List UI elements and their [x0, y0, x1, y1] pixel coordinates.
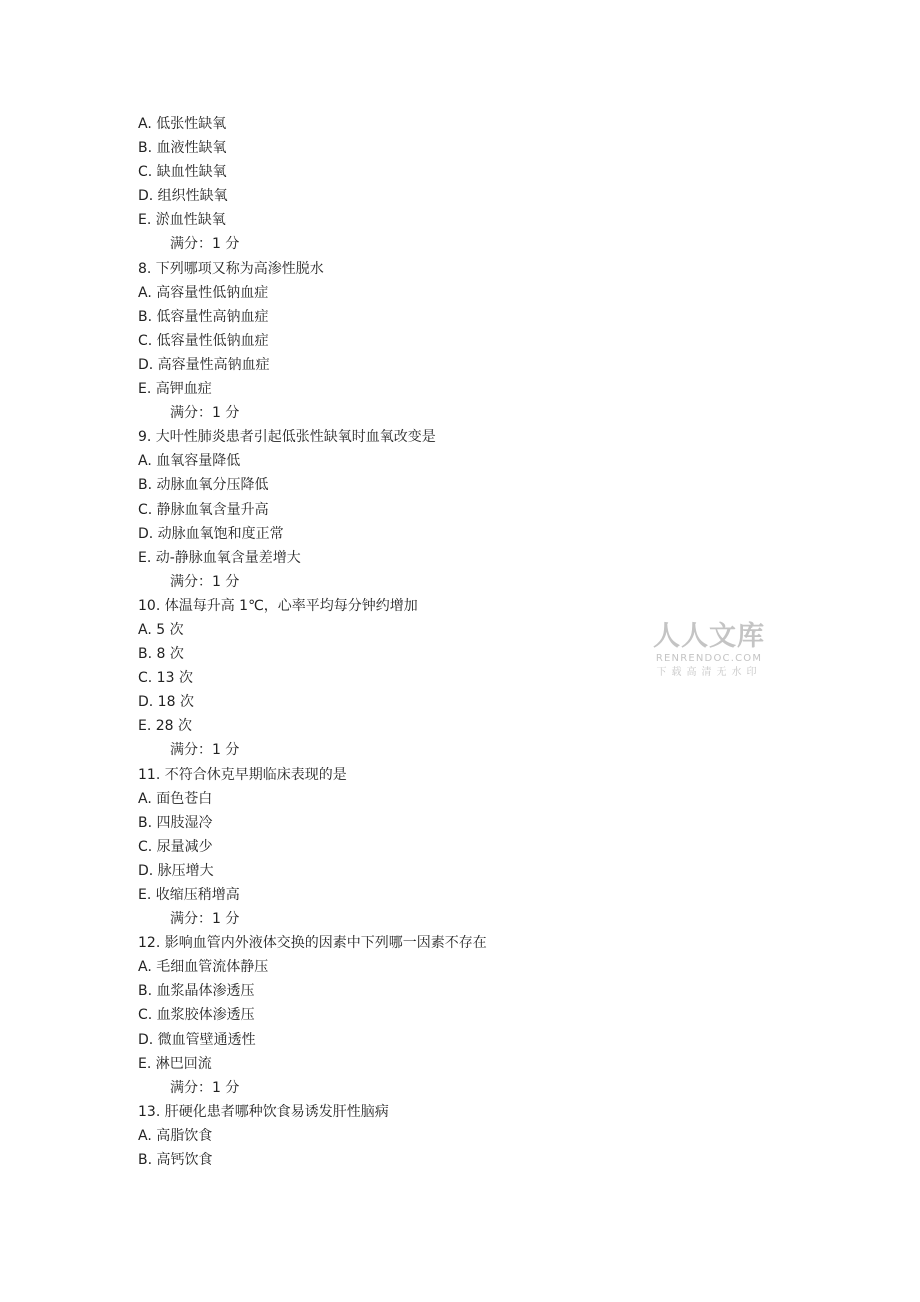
answer-option: C. 13 次 — [138, 670, 193, 687]
answer-option: A. 高容量性低钠血症 — [138, 284, 269, 301]
answer-option: B. 高钙饮食 — [138, 1152, 213, 1169]
answer-option: B. 低容量性高钠血症 — [138, 308, 269, 325]
answer-option: B. 血浆晶体渗透压 — [138, 983, 255, 1000]
answer-option: E. 收缩压稍增高 — [138, 887, 240, 903]
question-text: 12. 影响血管内外液体交换的因素中下列哪一因素不存在 — [138, 935, 487, 952]
answer-option: D. 18 次 — [138, 694, 194, 711]
answer-option: C. 尿量减少 — [138, 838, 213, 855]
question-text: 8. 下列哪项又称为高渗性脱水 — [138, 260, 324, 277]
watermark-logo — [646, 622, 772, 680]
score-line: 满分：1 分 — [170, 405, 240, 422]
document-body — [138, 112, 698, 1172]
answer-option: A. 毛细血管流体静压 — [138, 959, 269, 976]
score-line: 满分：1 分 — [170, 236, 240, 253]
answer-option: E. 28 次 — [138, 718, 193, 735]
answer-option: A. 血氧容量降低 — [138, 453, 241, 470]
watermark-subtitle: 下载高清无水印 — [656, 667, 762, 678]
answer-option: D. 微血管壁通透性 — [138, 1031, 256, 1048]
answer-option: A. 低张性缺氧 — [138, 116, 227, 132]
question-text: 10. 体温每升高 1℃，心率平均每分钟约增加 — [138, 597, 418, 614]
answer-option: E. 高钾血症 — [138, 381, 212, 398]
answer-option: B. 动脉血氧分压降低 — [138, 477, 269, 494]
answer-option: E. 淤血性缺氧 — [138, 212, 226, 229]
score-line: 满分：1 分 — [170, 911, 240, 928]
answer-option: A. 5 次 — [138, 621, 184, 638]
answer-option: A. 面色苍白 — [138, 790, 213, 807]
answer-option: D. 高容量性高钠血症 — [138, 356, 270, 373]
watermark-title: 人人文库 — [653, 621, 765, 652]
question-text: 13. 肝硬化患者哪种饮食易诱发肝性脑病 — [138, 1103, 389, 1120]
answer-option: E. 淋巴回流 — [138, 1055, 212, 1072]
answer-option: B. 8 次 — [138, 646, 184, 663]
answer-option: D. 组织性缺氧 — [138, 188, 228, 205]
answer-option: B. 血液性缺氧 — [138, 140, 227, 157]
answer-option: D. 动脉血氧饱和度正常 — [138, 525, 284, 542]
answer-option: D. 脉压增大 — [138, 862, 214, 879]
answer-option: C. 低容量性低钠血症 — [138, 332, 269, 349]
answer-option: C. 血浆胶体渗透压 — [138, 1007, 255, 1024]
score-line: 满分：1 分 — [170, 573, 240, 590]
question-text: 11. 不符合休克早期临床表现的是 — [138, 766, 347, 783]
answer-option: A. 高脂饮食 — [138, 1127, 213, 1144]
answer-option: E. 动-静脉血氧含量差增大 — [138, 549, 301, 566]
answer-option: B. 四肢湿冷 — [138, 814, 213, 831]
score-line: 满分：1 分 — [170, 742, 240, 759]
answer-option: C. 缺血性缺氧 — [138, 164, 227, 181]
score-line: 满分：1 分 — [170, 1079, 240, 1096]
question-text: 9. 大叶性肺炎患者引起低张性缺氧时血氧改变是 — [138, 429, 436, 446]
watermark-domain: RENRENDOC.COM — [655, 653, 763, 664]
answer-option: C. 静脉血氧含量升高 — [138, 501, 269, 518]
